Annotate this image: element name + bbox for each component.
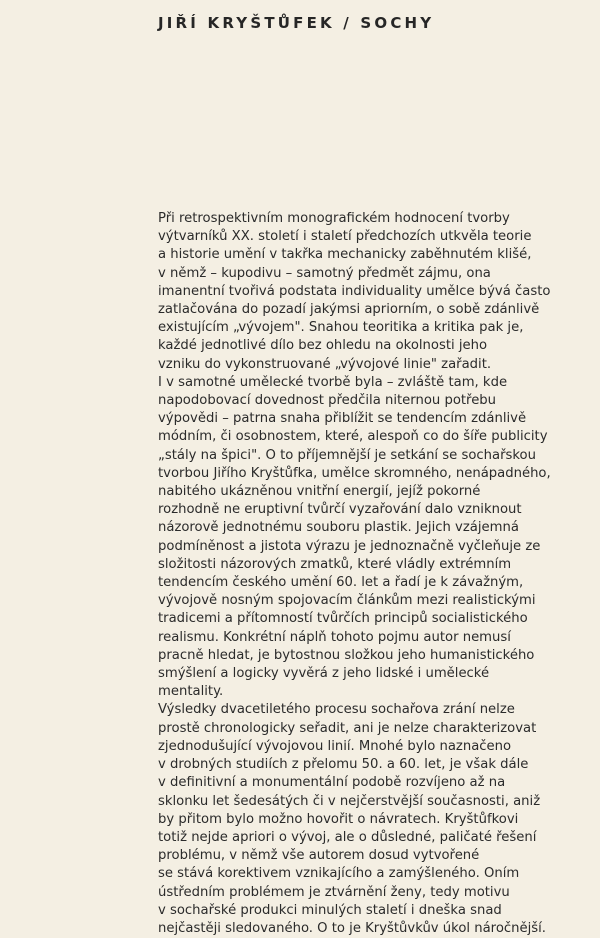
text-line: Při retrospektivním monografickém hodnocení tvorby bbox=[158, 211, 510, 226]
text-line: rozhodně ne eruptivní tvůrčí vyzařování dalo vzniknout bbox=[158, 502, 522, 518]
text-line: Výsledky dvacetiletého procesu sochařova zrání nelze bbox=[158, 702, 515, 718]
text-line: „stály na špici". O to příjemnější je setkání se sochařskou bbox=[158, 447, 536, 463]
text-line: zjednodušující vývojovou linií. Mnohé bylo naznačeno bbox=[158, 738, 512, 754]
text-line: každé jednotlivé dílo bez ohledu na okolnosti jeho bbox=[158, 338, 488, 354]
text-line: se stává korektivem vznikajícího a zamýšleného. Oním bbox=[158, 866, 520, 882]
text-line: totiž nejde apriori o vývoj, ale o důsledné, paličaté řešení bbox=[158, 829, 537, 845]
text-line: tvorbou Jiřího Kryštůfka, umělce skromného, nenápadného, bbox=[158, 465, 551, 481]
text-line: názorově jednotnému souboru plastik. Jejich vzájemná bbox=[158, 520, 519, 536]
text-line: sklonku let šedesátých či v nejčerstvější současnosti, aniž bbox=[158, 793, 541, 809]
page-title: JIŘÍ KRYŠTŮFEK / SOCHY bbox=[158, 14, 435, 32]
text-line: by přitom bylo možno hovořit o návratech. Kryštůfkovi bbox=[158, 811, 519, 827]
text-line: zatlačována do pozadí jakýmsi apriorním, o sobě zdánlivě bbox=[158, 302, 540, 318]
text-line: a historie umění v takřka mechanicky zaběhnutém klišé, bbox=[158, 247, 532, 263]
text-line: mentality. bbox=[158, 684, 224, 700]
text-line: v sochařské produkci minulých staletí i dneška snad bbox=[158, 902, 502, 918]
text-line: prostě chronologicky seřadit, ani je nelze charakterizovat bbox=[158, 720, 537, 736]
text-line: v drobných studiích z přelomu 50. a 60. let, je však dále bbox=[158, 757, 529, 773]
text-line: realismu. Konkrétní náplň tohoto pojmu autor nemusí bbox=[158, 629, 511, 645]
text-line: výtvarníků XX. století i staletí předchozích utkvěla teorie bbox=[158, 229, 532, 245]
text-line: vývojově nosným spojovacím článkům mezi realistickými bbox=[158, 593, 536, 609]
text-line: módním, či osobnostem, které, alespoň co do šíře publicity bbox=[158, 429, 548, 445]
text-line: smýšlení a logicky vyvěrá z jeho lidské i umělecké bbox=[158, 666, 490, 682]
text-line: ústředním problémem je ztvárnění ženy, tedy motivu bbox=[158, 884, 510, 900]
text-line: problému, v němž vše autorem dosud vytvořené bbox=[158, 848, 480, 864]
text-line: v němž – kupodivu – samotný předmět zájmu, ona bbox=[158, 265, 491, 281]
text-line: vzniku do vykonstruované „vývojové linie" zařadit. bbox=[158, 356, 492, 372]
text-line: nejčastěji sledovaného. O to je Kryštůvkův úkol náročnější. bbox=[158, 920, 546, 936]
text-line: napodobovací dovednost předčila niternou potřebu bbox=[158, 393, 497, 409]
text-line: nabitého ukázněnou vnitřní energií, jejíž pokorné bbox=[158, 484, 481, 500]
text-line: v definitivní a monumentální podobě rozvíjeno až na bbox=[158, 775, 506, 791]
text-line: pracně hledat, je bytostnou složkou jeho humanistického bbox=[158, 647, 535, 663]
text-line: tradicemi a přítomností tvůrčích principů socialistického bbox=[158, 611, 528, 627]
body-text bbox=[158, 210, 590, 938]
text-line: složitosti názorových zmatků, které vládly extrémním bbox=[158, 556, 512, 572]
text-line: imanentní tvořivá podstata individuality umělce bývá často bbox=[158, 283, 551, 299]
text-line: tendencím českého umění 60. let a řadí je k závažným, bbox=[158, 575, 524, 591]
text-line: podmíněnost a jistota výrazu je jednoznačně vyčleňuje ze bbox=[158, 538, 541, 554]
text-line: I v samotné umělecké tvorbě byla – zvláště tam, kde bbox=[158, 374, 508, 390]
text-line: existujícím „vývojem". Snahou teoritika a kritika pak je, bbox=[158, 320, 524, 336]
text-line: výpovědi – patrna snaha přiblížit se tendencím zdánlivě bbox=[158, 411, 527, 427]
